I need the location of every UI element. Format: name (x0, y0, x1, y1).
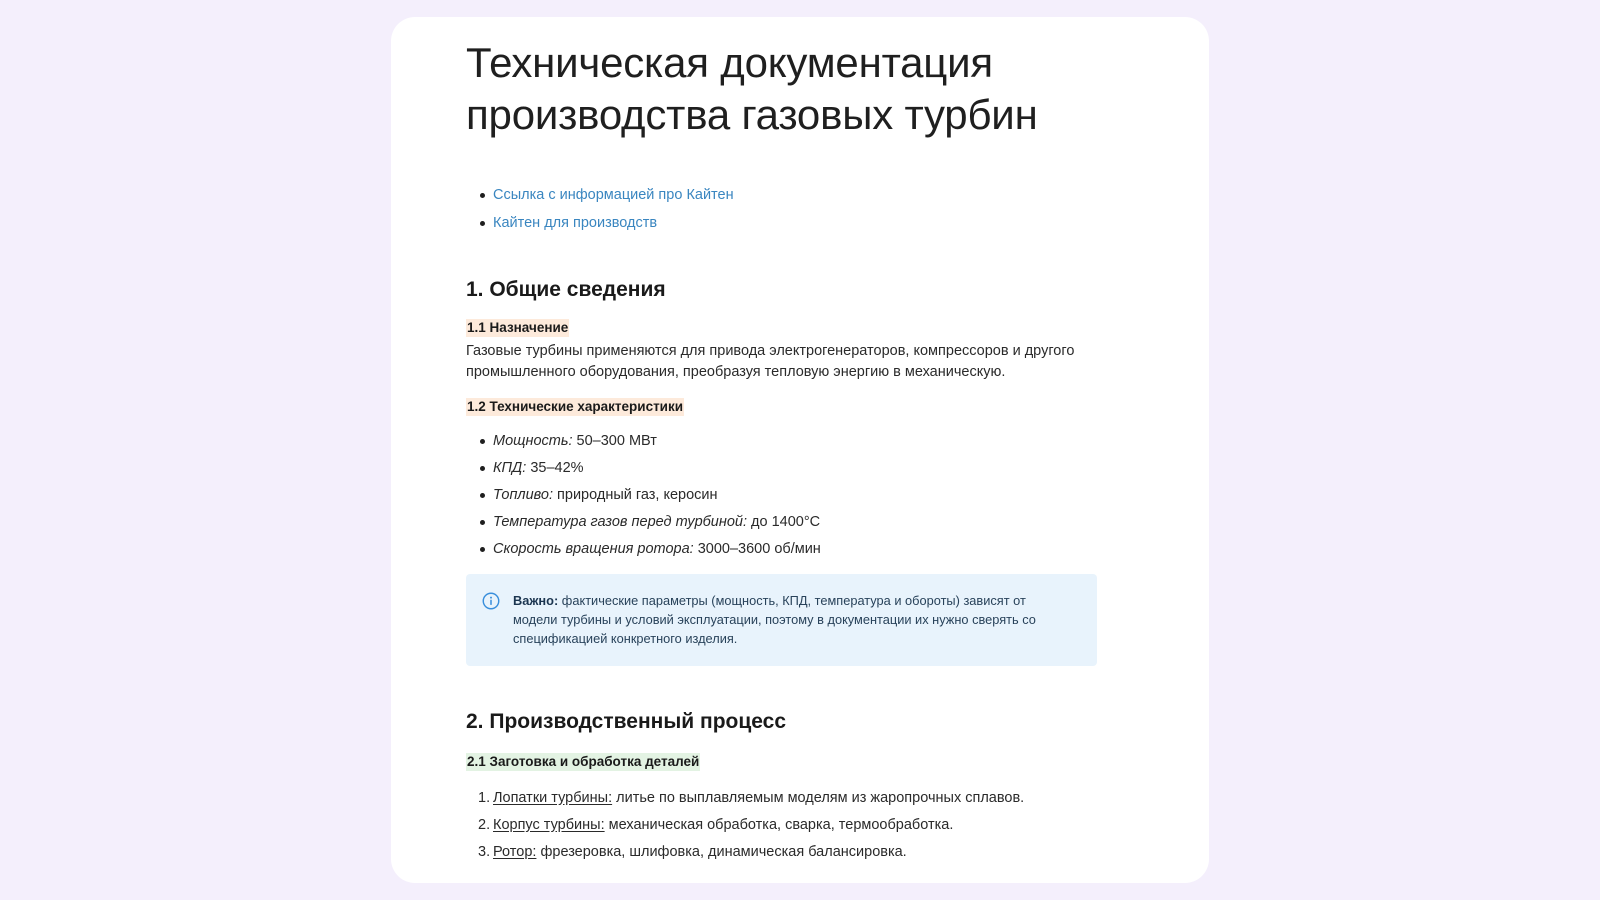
spec-term: Скорость вращения ротора: (493, 540, 694, 557)
part-item (478, 815, 1106, 835)
spec-item (480, 485, 1106, 505)
page-title (466, 17, 1106, 141)
part-value: литье по выплавляемым моделям из жаропрочных сплавов. (612, 789, 1025, 806)
list-item (480, 213, 1106, 233)
document-card (391, 17, 1209, 883)
callout-text: фактические параметры (мощность, КПД, температура и обороты) зависят от модели турбины и условий эксплуатации, поэтому в документации их нужно сверять со спецификацией конкретного изделия. (513, 592, 1036, 646)
part-item (478, 788, 1106, 808)
part-term: Корпус турбины: (493, 816, 605, 833)
document-content (466, 17, 1106, 869)
link-kaiten-production[interactable]: Кайтен для производств (493, 214, 658, 231)
spec-term: Температура газов перед турбиной: (493, 513, 748, 530)
subsection-heading: 1.1 Назначение (467, 319, 569, 335)
links-list (466, 185, 1106, 233)
paragraph-purpose: Газовые турбины применяются для привода электрогенераторов, компрессоров и другого промышленного оборудования, преобразуя тепловую энергию в механическую. (466, 342, 1075, 380)
subsection-heading: 2.1 Заготовка и обработка деталей (467, 753, 700, 769)
link-kaiten-info[interactable]: Ссылка с информацией про Кайтен (493, 187, 734, 203)
part-number: 2. (478, 816, 491, 833)
spec-value: 35–42% (526, 459, 584, 476)
spec-value: до 1400°C (747, 513, 821, 530)
section-heading-general: 1. Общие сведения (466, 277, 666, 301)
part-term: Ротор: (493, 843, 537, 860)
spec-value: 50–300 МВт (572, 432, 657, 449)
part-number: 3. (478, 843, 491, 860)
parts-list (466, 788, 1106, 862)
part-item (478, 842, 1106, 862)
part-value: фрезеровка, шлифовка, динамическая балансировка. (536, 843, 907, 860)
spec-value: природный газ, керосин (553, 486, 718, 503)
part-number: 1. (478, 789, 491, 806)
spec-item (480, 458, 1106, 478)
part-term: Лопатки турбины: (493, 789, 613, 806)
section-heading-production: 2. Производственный процесс (466, 709, 787, 733)
spec-item (480, 539, 1106, 559)
callout-label: Важно: (513, 592, 559, 608)
title-line-1: Техническая документация (466, 39, 993, 86)
subsection-purpose (466, 319, 1106, 384)
spec-term: КПД: (493, 459, 527, 476)
spec-term: Топливо: (493, 486, 554, 503)
spec-item (480, 512, 1106, 532)
subsection-heading: 1.2 Технические характеристики (467, 398, 684, 414)
title-line-2: производства газовых турбин (466, 91, 1038, 138)
spec-term: Мощность: (493, 432, 573, 449)
spec-item (480, 431, 1106, 451)
subsection-parts (466, 753, 1106, 771)
list-item (480, 185, 1106, 205)
subsection-specs (466, 398, 1106, 416)
specs-list (466, 431, 1106, 559)
info-icon (482, 592, 500, 610)
spec-value: 3000–3600 об/мин (693, 540, 821, 557)
info-callout (466, 574, 1097, 666)
part-value: механическая обработка, сварка, термообработка. (604, 816, 954, 833)
